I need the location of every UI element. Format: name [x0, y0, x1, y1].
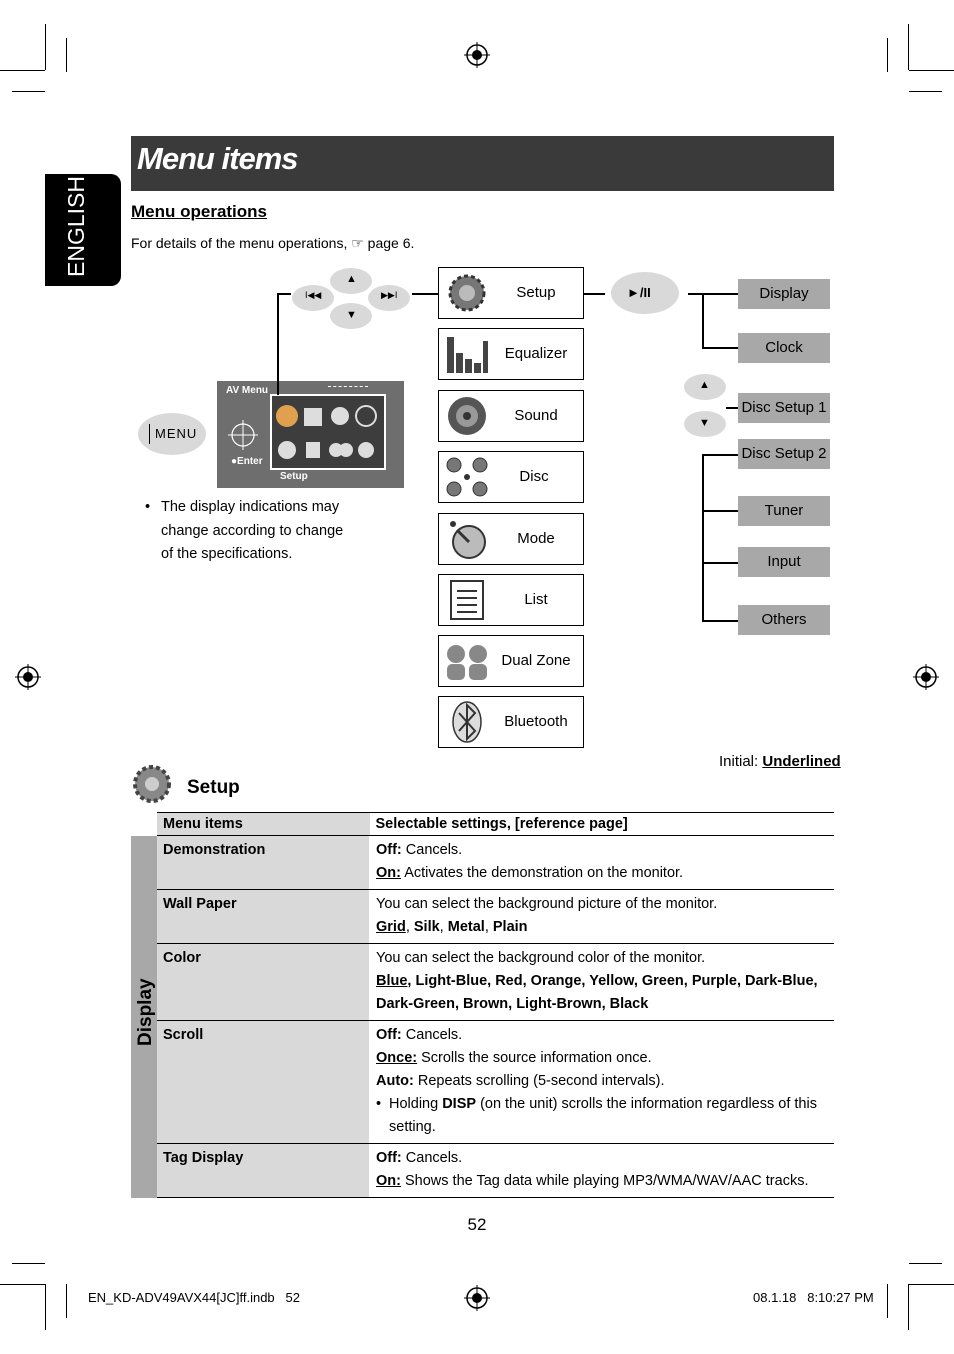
- connector-line: [688, 293, 738, 295]
- registration-mark-icon: [15, 664, 41, 690]
- submenu-disc-setup-1[interactable]: Disc Setup 1: [738, 393, 830, 423]
- crop-mark: [909, 1263, 942, 1264]
- submenu-input[interactable]: Input: [738, 547, 830, 577]
- submenu-tuner[interactable]: Tuner: [738, 496, 830, 526]
- connector-line: [726, 407, 738, 409]
- details-text: For details of the menu operations, ☞ page 6.: [131, 235, 415, 251]
- menu-item-bluetooth[interactable]: Bluetooth: [438, 696, 584, 748]
- crop-mark: [887, 1284, 888, 1318]
- language-label: ENGLISH: [63, 176, 89, 277]
- table-row: Wall Paper You can select the background picture of the monitor. Grid, Silk, Metal, Plain: [131, 890, 834, 944]
- crop-mark: [45, 1284, 46, 1330]
- menu-item-dual-zone[interactable]: Dual Zone: [438, 635, 584, 687]
- down-arrow-icon: ▼: [699, 417, 710, 429]
- table-row: Display Demonstration Off: Cancels. On: Activates the demonstration on the monitor.: [131, 836, 834, 890]
- screen-title: AV Menu: [226, 385, 269, 396]
- screen-indicator: [328, 386, 368, 390]
- connector-line: [702, 347, 738, 349]
- connector-line: [277, 293, 291, 295]
- menu-button-label: MENU: [149, 424, 205, 444]
- menu-item-disc-surround[interactable]: Disc: [438, 451, 584, 503]
- dual-zone-icon: [445, 640, 489, 682]
- crop-mark: [0, 70, 45, 71]
- crop-mark: [909, 1284, 954, 1285]
- equalizer-icon: [445, 333, 489, 375]
- settings-table: [131, 812, 834, 1198]
- crop-mark: [66, 38, 67, 72]
- submenu-others[interactable]: Others: [738, 605, 830, 635]
- menu-item-setup[interactable]: Setup: [438, 267, 584, 319]
- screen-icons: [274, 400, 378, 464]
- column-header: Menu items: [157, 813, 370, 836]
- down-arrow-icon: ▼: [346, 309, 357, 321]
- setup-gear-icon: [445, 272, 489, 314]
- prev-icon: I◀◀: [305, 290, 322, 300]
- note-text: • The display indications may change according to change of the specifications.: [145, 499, 344, 562]
- crop-mark: [45, 24, 46, 70]
- disc-surround-icon: [445, 456, 489, 498]
- crop-mark: [909, 70, 954, 71]
- menu-item-equalizer[interactable]: Equalizer: [438, 328, 584, 380]
- crop-mark: [908, 1284, 909, 1330]
- crop-mark: [12, 91, 45, 92]
- connector-line: [277, 293, 279, 395]
- crop-mark: [0, 1284, 45, 1285]
- column-header: Selectable settings, [reference page]: [370, 813, 835, 836]
- table-row: Tag Display Off: Cancels. On: Shows the Tag data while playing MP3/WMA/WAV/AAC tracks.: [131, 1144, 834, 1198]
- connector-line: [702, 620, 738, 622]
- connector-line: [702, 562, 738, 564]
- crop-mark: [909, 91, 942, 92]
- submenu-clock[interactable]: Clock: [738, 333, 830, 363]
- crop-mark: [887, 38, 888, 72]
- up-arrow-icon: ▲: [346, 273, 357, 285]
- menu-item-mode[interactable]: Mode: [438, 513, 584, 565]
- connector-line: [702, 293, 704, 349]
- registration-mark-icon: [464, 42, 490, 68]
- page-number: 52: [467, 1215, 487, 1234]
- crop-mark: [66, 1284, 67, 1318]
- list-icon: [445, 579, 489, 621]
- next-icon: ▶▶I: [381, 290, 398, 300]
- registration-mark-icon: [913, 664, 939, 690]
- connector-line: [702, 454, 738, 456]
- connector-line: [702, 454, 704, 622]
- footer-file: EN_KD-ADV49AVX44[JC]ff.indb 52: [88, 1290, 300, 1305]
- enter-joystick-icon: [228, 420, 258, 450]
- side-label-cell: [131, 836, 157, 1198]
- menu-item-sound[interactable]: Sound: [438, 390, 584, 442]
- section-heading: Menu operations: [131, 202, 268, 221]
- menu-item-list[interactable]: List: [438, 574, 584, 626]
- crop-mark: [12, 1263, 45, 1264]
- connector-line: [412, 293, 438, 295]
- table-row: Scroll Off: Cancels. Once: Scrolls the source information once. Auto: Repeats scrolling (5-second intervals). • Holding DISP (on the unit) scrolls the information regardless of this setting.: [131, 1021, 834, 1144]
- registration-mark-icon: [464, 1285, 490, 1311]
- initial-legend: Initial: Underlined: [719, 753, 841, 770]
- speaker-icon: [445, 395, 489, 437]
- bluetooth-icon: [445, 701, 489, 743]
- up-arrow-icon: ▲: [699, 379, 710, 391]
- screen-enter-label: ●Enter: [231, 456, 263, 467]
- screen-caption: Setup: [280, 471, 308, 482]
- side-label: Display: [135, 977, 156, 1046]
- setup-gear-icon: [131, 763, 173, 805]
- submenu-disc-setup-2[interactable]: Disc Setup 2: [738, 439, 830, 469]
- crop-mark: [908, 24, 909, 70]
- submenu-display[interactable]: Display: [738, 279, 830, 309]
- setup-heading: Setup: [187, 777, 240, 798]
- connector-line: [583, 293, 605, 295]
- play-pause-label: ►/II: [627, 285, 651, 300]
- connector-line: [702, 510, 738, 512]
- page-title: Menu items: [137, 141, 298, 176]
- table-row: Color You can select the background color of the monitor. Blue, Light-Blue, Red, Orange, Yellow, Green, Purple, Dark-Blue, Dark-Green, Brown, Light-Brown, Black: [131, 944, 834, 1021]
- page-reference: ☞ page 6.: [351, 235, 415, 251]
- footer-timestamp: 08.1.18 8:10:27 PM: [753, 1290, 874, 1305]
- mode-knob-icon: [445, 518, 489, 560]
